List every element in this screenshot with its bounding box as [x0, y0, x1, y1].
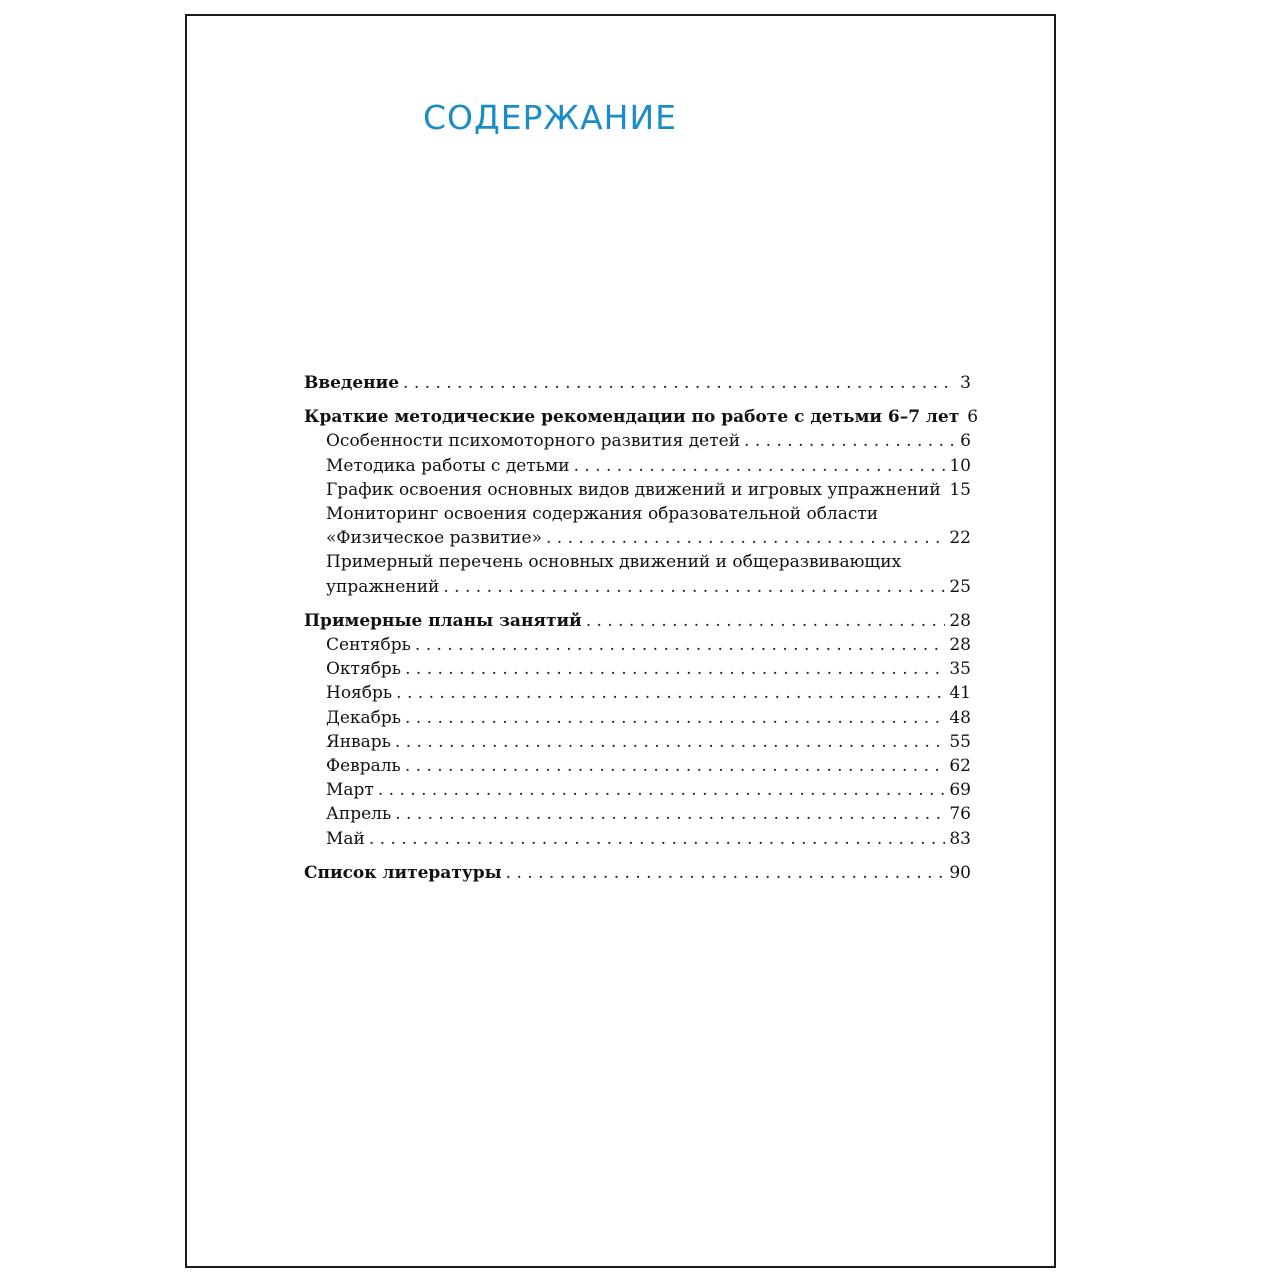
toc-page-number: 28 — [949, 610, 971, 631]
leader-dots — [945, 478, 946, 502]
toc-entry-intro[interactable] — [304, 371, 971, 395]
toc-page-number: 10 — [949, 455, 971, 476]
toc-subentry-month[interactable] — [304, 706, 971, 730]
toc-page-number: 48 — [949, 707, 971, 728]
toc-entry-label: Март — [326, 780, 374, 801]
toc-entry-label: Январь — [326, 731, 391, 752]
toc-entry-label: Методика работы с детьми — [326, 455, 570, 476]
toc-page-number: 35 — [949, 659, 971, 680]
toc-entry-label: График освоения основных видов движений и игровых упражнений — [326, 479, 941, 500]
leader-dots — [546, 526, 945, 550]
leader-dots — [396, 681, 945, 705]
toc-entry-label: Особенности психомоторного развития детей — [326, 431, 741, 452]
toc-page-number: 6 — [960, 431, 971, 452]
toc-entry-label-continued: упражнений — [326, 576, 440, 597]
toc-page-number: 41 — [949, 683, 971, 704]
toc-subentry[interactable] — [304, 454, 971, 478]
toc-page-number: 3 — [960, 373, 971, 393]
toc-subentry-line2[interactable] — [304, 526, 971, 550]
toc-entry-label: Октябрь — [326, 659, 402, 680]
toc-entry-label: Мониторинг освоения содержания образовательной области — [326, 504, 879, 525]
leader-dots — [415, 633, 945, 657]
leader-dots — [405, 706, 945, 730]
table-of-contents — [304, 371, 979, 895]
toc-section-methods — [304, 405, 979, 599]
leader-dots — [369, 827, 945, 851]
toc-entry-label: Февраль — [326, 756, 401, 777]
toc-section-plans — [304, 609, 971, 851]
toc-subentry-month[interactable] — [304, 681, 971, 705]
toc-entry-label: Краткие методические рекомендации по работе с детьми 6–7 лет — [304, 407, 960, 428]
toc-subentry-month[interactable] — [304, 754, 971, 778]
toc-page-number: 69 — [949, 780, 971, 801]
toc-entry-label: Примерный перечень основных движений и общеразвивающих — [326, 552, 902, 573]
toc-section-intro — [304, 371, 971, 395]
toc-page-number: 76 — [949, 804, 971, 825]
leader-dots — [378, 778, 946, 802]
leader-dots — [395, 730, 945, 754]
page-title: СОДЕРЖАНИЕ — [423, 98, 678, 137]
toc-entry-label: Апрель — [326, 804, 392, 825]
toc-subentry-line1[interactable] — [304, 550, 971, 574]
leader-dots — [403, 371, 956, 395]
leader-dots — [395, 802, 945, 826]
toc-entry-label: Ноябрь — [326, 683, 393, 704]
toc-page-number: 55 — [949, 731, 971, 752]
toc-entry-label: Сентябрь — [326, 635, 411, 656]
toc-subentry-month[interactable] — [304, 657, 971, 681]
toc-page-number: 28 — [949, 635, 971, 656]
toc-subentry[interactable] — [304, 478, 971, 502]
leader-dots — [744, 429, 956, 453]
document-page — [185, 14, 1056, 1268]
toc-entry-label-continued: «Физическое развитие» — [326, 528, 542, 549]
leader-dots — [405, 754, 946, 778]
toc-subentry-month[interactable] — [304, 633, 971, 657]
toc-subentry-month[interactable] — [304, 827, 971, 851]
toc-subentry-line1[interactable] — [304, 502, 971, 526]
toc-page-number: 6 — [967, 407, 979, 428]
toc-page-number: 83 — [949, 828, 971, 849]
toc-subentry-month[interactable] — [304, 802, 971, 826]
leader-dots — [506, 861, 946, 885]
toc-page-number: 25 — [949, 576, 971, 597]
toc-page-number: 15 — [949, 479, 971, 500]
toc-entry-label: Май — [326, 828, 365, 849]
toc-entry-methods[interactable] — [304, 405, 979, 429]
leader-dots — [586, 609, 946, 633]
toc-entry-references[interactable] — [304, 861, 971, 885]
toc-page-number: 22 — [949, 528, 971, 549]
toc-section-refs — [304, 861, 971, 885]
toc-subentry-line2[interactable] — [304, 575, 971, 599]
toc-entry-plans[interactable] — [304, 609, 971, 633]
toc-page-number: 62 — [949, 756, 971, 777]
toc-entry-label: Примерные планы занятий — [304, 610, 582, 631]
leader-dots — [405, 657, 945, 681]
toc-entry-label: Декабрь — [326, 707, 402, 728]
leader-dots — [574, 454, 946, 478]
toc-subentry-month[interactable] — [304, 730, 971, 754]
toc-page-number: 90 — [949, 862, 971, 883]
toc-subentry-month[interactable] — [304, 778, 971, 802]
toc-entry-label: Список литературы — [304, 862, 502, 883]
toc-subentry[interactable] — [304, 429, 971, 453]
leader-dots — [443, 575, 945, 599]
toc-entry-label: Введение — [304, 373, 400, 393]
